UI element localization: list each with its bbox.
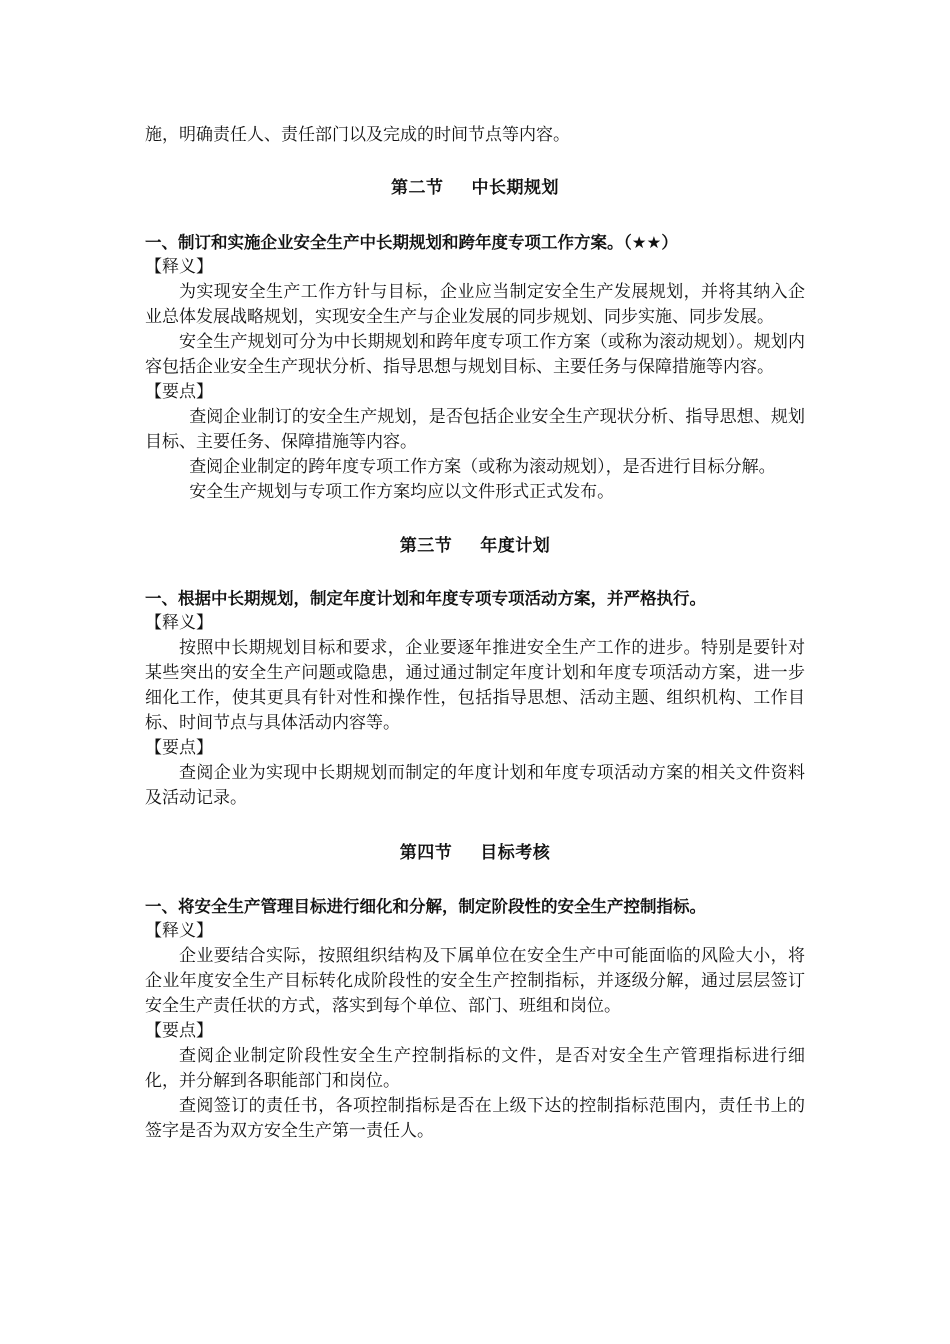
yaodian-paragraph: 查阅签订的责任书，各项控制指标是否在上级下达的控制指标范围内，责任书上的签字是否为双方安全生产第一责任人。 <box>145 1096 805 1141</box>
yaodian-label: 【要点】 <box>145 382 213 402</box>
section-number: 第四节 <box>399 843 453 863</box>
section-title-4 <box>145 841 805 866</box>
item-title: 一、将安全生产管理目标进行细化和分解，制定阶段性的安全生产控制指标。 <box>145 897 706 916</box>
shiyi-paragraph: 为实现安全生产工作方针与目标，企业应当制定安全生产发展规划，并将其纳入企业总体发展战略规划，实现安全生产与企业发展的同步规划、同步实施、同步发展。 <box>145 282 805 327</box>
section-name: 年度计划 <box>480 536 551 556</box>
yaodian-label: 【要点】 <box>145 738 213 758</box>
item-title: 一、制订和实施企业安全生产中长期规划和跨年度专项工作方案。（★★） <box>145 233 678 252</box>
yaodian-label: 【要点】 <box>145 1021 213 1041</box>
shiyi-paragraph: 企业要结合实际，按照组织结构及下属单位在安全生产中可能面临的风险大小，将企业年度安全生产目标转化成阶段性的安全生产控制指标，并逐级分解，通过层层签订安全生产责任状的方式，落实到每个单位、部门、班组和岗位。 <box>145 946 805 1016</box>
shiyi-paragraph: 按照中长期规划目标和要求，企业要逐年推进安全生产工作的进步。特别是要针对某些突出的安全生产问题或隐患，通过通过制定年度计划和年度专项活动方案，进一步细化工作，使其更具有针对性和操作性，包括指导思想、活动主题、组织机构、工作目标、时间节点与具体活动内容等。 <box>145 638 805 733</box>
section-number: 第二节 <box>391 178 444 198</box>
shiyi-label: 【释义】 <box>145 613 213 633</box>
shiyi-paragraph: 安全生产规划可分为中长期规划和跨年度专项工作方案（或称为滚动规划）。规划内容包括企业安全生产现状分析、指导思想与规划目标、主要任务与保障措施等内容。 <box>145 332 805 377</box>
yaodian-paragraph: 查阅企业制订的安全生产规划，是否包括企业安全生产现状分析、指导思想、规划目标、主要任务、保障措施等内容。 <box>145 407 805 452</box>
intro-tail-paragraph: 施，明确责任人、责任部门以及完成的时间节点等内容。 <box>145 125 570 145</box>
shiyi-label: 【释义】 <box>145 257 213 277</box>
section-number: 第三节 <box>399 536 453 556</box>
section-name: 中长期规划 <box>471 178 559 198</box>
yaodian-paragraph: 查阅企业制定的跨年度专项工作方案（或称为滚动规划），是否进行目标分解。 <box>189 457 776 477</box>
shiyi-label: 【释义】 <box>145 921 213 941</box>
yaodian-paragraph: 查阅企业为实现中长期规划而制定的年度计划和年度专项活动方案的相关文件资料及活动记录。 <box>145 763 805 808</box>
yaodian-paragraph: 安全生产规划与专项工作方案均应以文件形式正式发布。 <box>189 482 615 502</box>
section-title-3 <box>145 534 805 559</box>
yaodian-paragraph: 查阅企业制定阶段性安全生产控制指标的文件，是否对安全生产管理指标进行细化，并分解到各职能部门和岗位。 <box>145 1046 805 1091</box>
item-title: 一、根据中长期规划，制定年度计划和年度专项专项活动方案，并严格执行。 <box>145 589 706 608</box>
section-title-2 <box>145 176 805 201</box>
document-page <box>145 123 805 1144</box>
section-name: 目标考核 <box>480 843 551 863</box>
